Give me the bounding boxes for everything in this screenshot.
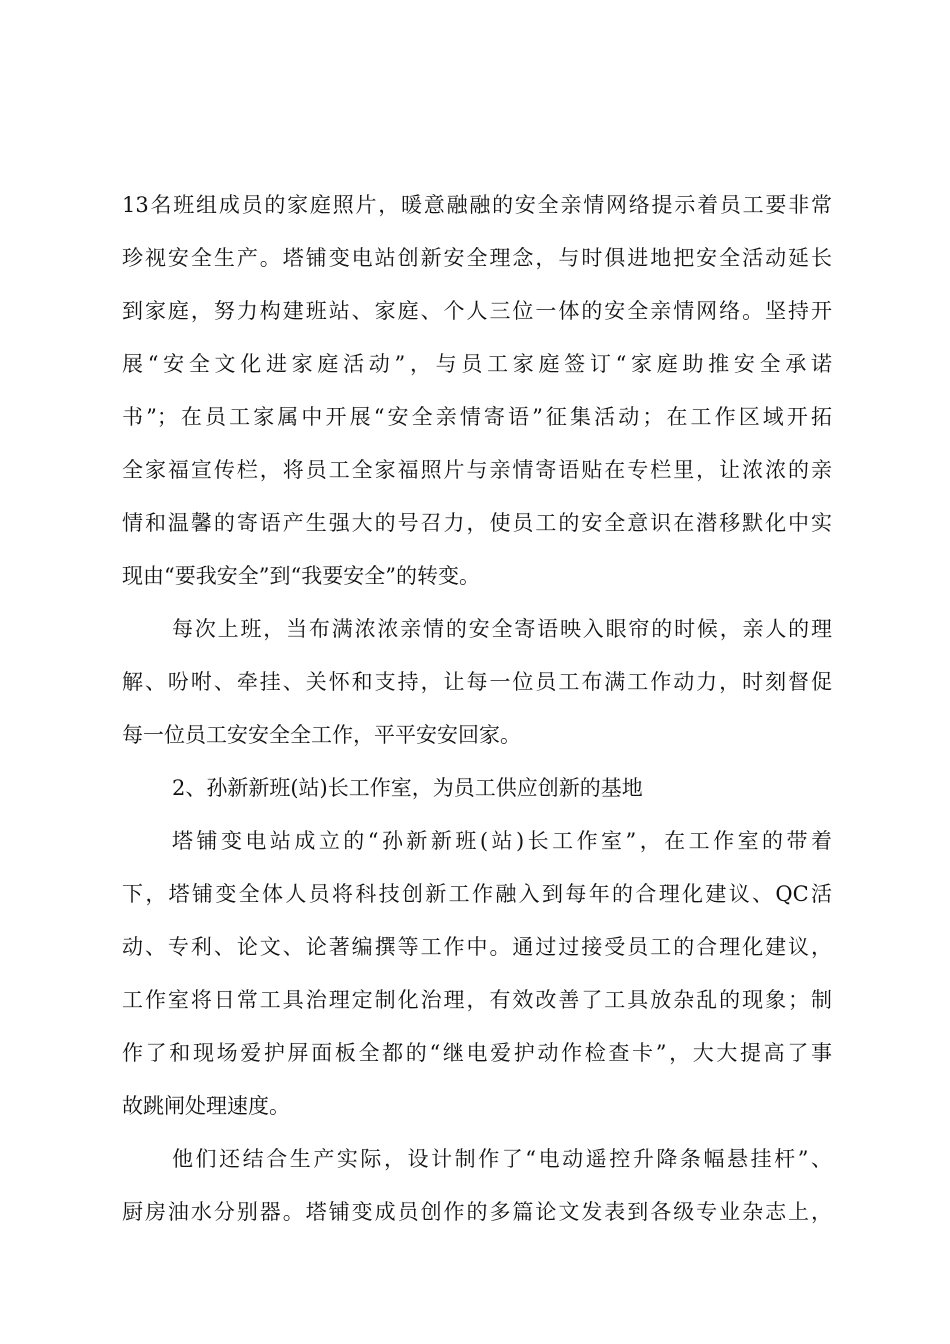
- paragraph-3-line-5: 作了和现场爱护屏面板全都的“继电爱护动作检查卡”，大大提高了事: [122, 1041, 832, 1065]
- paragraph-3-line-3: 动、专利、论文、论著编撰等工作中。通过过接受员工的合理化建议，: [122, 935, 832, 959]
- paragraph-3-line-4: 工作室将日常工具治理定制化治理，有效改善了工具放杂乱的现象；制: [122, 988, 832, 1012]
- paragraph-1-line-5: 书”；在员工家属中开展“安全亲情寄语”征集活动；在工作区域开拓: [122, 405, 832, 429]
- section-heading: 2、孙新新班(站)长工作室，为员工供应创新的基地: [172, 776, 643, 800]
- paragraph-3-line-1: 塔铺变电站成立的“孙新新班(站)长工作室”，在工作室的带着: [172, 829, 832, 853]
- paragraph-2-line-2: 解、吩咐、牵挂、关怀和支持，让每一位员工布满工作动力，时刻督促: [122, 670, 832, 694]
- paragraph-3-line-6: 故跳闸处理速度。: [122, 1094, 290, 1118]
- paragraph-1-line-3: 到家庭，努力构建班站、家庭、个人三位一体的安全亲情网络。坚持开: [122, 299, 832, 323]
- paragraph-3-line-2: 下，塔铺变全体人员将科技创新工作融入到每年的合理化建议、QC活: [122, 882, 832, 906]
- paragraph-1-line-6: 全家福宣传栏，将员工全家福照片与亲情寄语贴在专栏里，让浓浓的亲: [122, 458, 832, 482]
- paragraph-1-line-7: 情和温馨的寄语产生强大的号召力，使员工的安全意识在潜移默化中实: [122, 511, 832, 535]
- paragraph-1-line-8: 现由“要我安全”到“我要安全”的转变。: [122, 564, 480, 588]
- paragraph-1-line-2: 珍视安全生产。塔铺变电站创新安全理念，与时俱进地把安全活动延长: [122, 246, 832, 270]
- paragraph-4-line-1: 他们还结合生产实际，设计制作了“电动遥控升降条幅悬挂杆”、: [172, 1147, 832, 1171]
- paragraph-1-line-1: 13名班组成员的家庭照片，暖意融融的安全亲情网络提示着员工要非常: [122, 193, 832, 217]
- paragraph-4-line-2: 厨房油水分别器。塔铺变成员创作的多篇论文发表到各级专业杂志上，: [122, 1200, 832, 1224]
- paragraph-2-line-3: 每一位员工安安全全工作，平平安安回家。: [122, 723, 521, 747]
- paragraph-2-line-1: 每次上班，当布满浓浓亲情的安全寄语映入眼帘的时候，亲人的理: [172, 617, 832, 641]
- paragraph-1-line-4: 展“安全文化进家庭活动”，与员工家庭签订“家庭助推安全承诺: [122, 352, 832, 376]
